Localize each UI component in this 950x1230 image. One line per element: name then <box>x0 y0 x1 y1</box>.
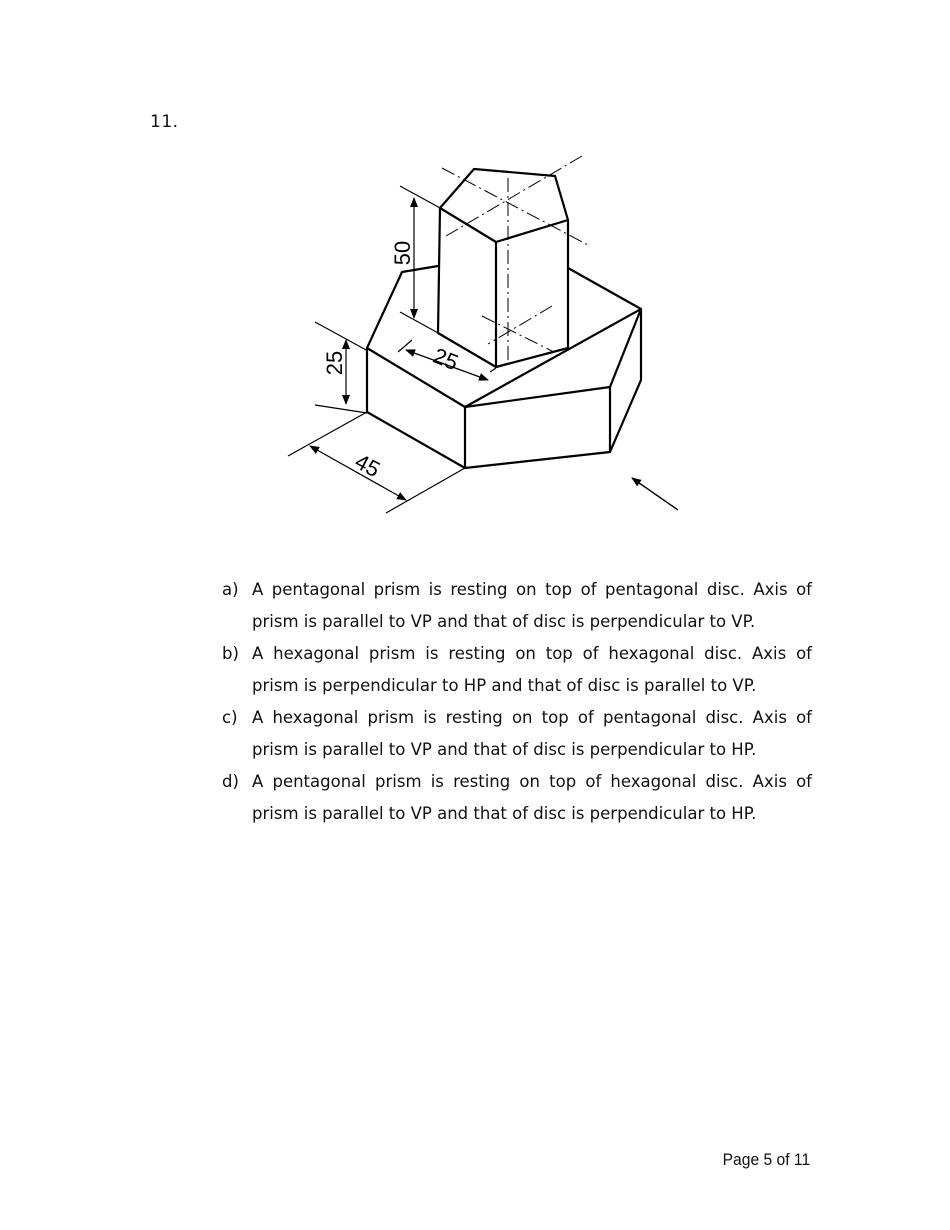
pentagonal-prism <box>438 169 568 367</box>
option-text: A pentagonal prism is resting on top of hexagonal disc. Axis of prism is parallel to VP and that of disc is perpendicular to HP. <box>252 772 812 823</box>
dimension-label-prism-side: 25 <box>429 342 462 376</box>
question-number: 11. <box>150 112 179 132</box>
dimension-label-disc-side: 45 <box>350 448 385 483</box>
isometric-figure <box>280 150 680 540</box>
option-letter: b) <box>222 644 239 663</box>
option-letter: a) <box>222 580 239 599</box>
option-text: A hexagonal prism is resting on top of hexagonal disc. Axis of prism is perpendicular to HP and that of disc is parallel to VP. <box>252 644 812 695</box>
dimension-label-prism-height: 50 <box>390 240 415 266</box>
option-text: A hexagonal prism is resting on top of pentagonal disc. Axis of prism is parallel to VP and that of disc is perpendicular to HP. <box>252 708 812 759</box>
option-b[interactable] <box>222 638 812 702</box>
isometric-drawing <box>280 150 680 540</box>
option-text: A pentagonal prism is resting on top of pentagonal disc. Axis of prism is parallel to VP and that of disc is perpendicular to VP. <box>252 580 812 631</box>
option-d[interactable] <box>222 766 812 830</box>
option-letter: c) <box>222 708 238 727</box>
answer-options <box>222 574 812 830</box>
option-a[interactable] <box>222 574 812 638</box>
hexagonal-disc <box>367 266 641 468</box>
view-direction-arrow <box>632 478 678 510</box>
page-number: Page 5 of 11 <box>722 1150 810 1169</box>
dimension-label-disc-thickness: 25 <box>322 350 347 376</box>
option-c[interactable] <box>222 702 812 766</box>
option-letter: d) <box>222 772 239 791</box>
